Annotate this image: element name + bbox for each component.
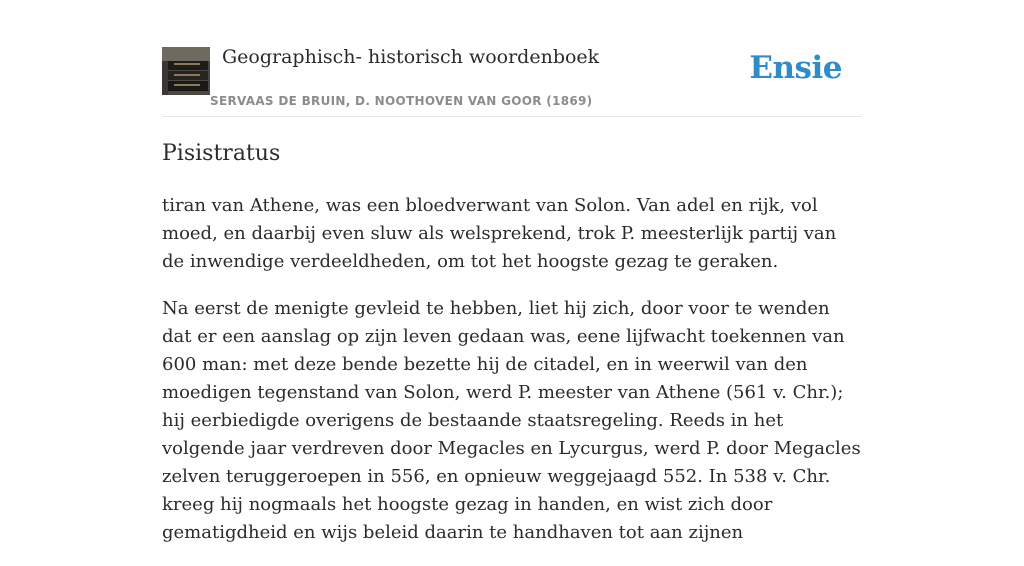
book-cover-avatar[interactable]: [162, 47, 210, 95]
books-icon: [162, 47, 210, 95]
ensie-logo[interactable]: Ensie: [749, 50, 842, 86]
page: [162, 0, 862, 543]
book-authors: SERVAAS DE BRUIN, D. NOOTHOVEN VAN GOOR (1869): [210, 94, 593, 108]
entry-paragraph: Na eerst de menigte gevleid te hebben, liet hij zich, door voor te wenden dat er een aanslag op zijn leven gedaan was, eene lijfwacht toekennen van 600 man: met deze bende bezette hij de citadel, en in weerwil van den moedigen tegenstand van Solon, werd P. meester van Athene (561 v. Chr.); hij eerbiedigde overigens de bestaande staatsregeling. Reeds in het volgende jaar verdreven door Megacles en Lycurgus, werd P. door Megacles zelven teruggeroepen in 556, en opnieuw weggejaagd 552. In 538 v. Chr. kreeg hij nogmaals het hoogste gezag in handen, en wist zich door gematigdheid en wijs beleid daarin te handhaven tot aan zijnen: [162, 298, 861, 543]
book-header: [162, 0, 862, 117]
entry-title: Pisistratus: [162, 141, 281, 166]
entry-body: [162, 192, 864, 566]
book-title[interactable]: Geographisch- historisch woordenboek: [222, 46, 600, 68]
entry-paragraph: tiran van Athene, was een bloedverwant van Solon. Van adel en rijk, vol moed, en daarbij even sluw als welsprekend, trok P. meesterlijk partij van de inwendige verdeeldheden, om tot het hoogste gezag te geraken.: [162, 195, 837, 272]
